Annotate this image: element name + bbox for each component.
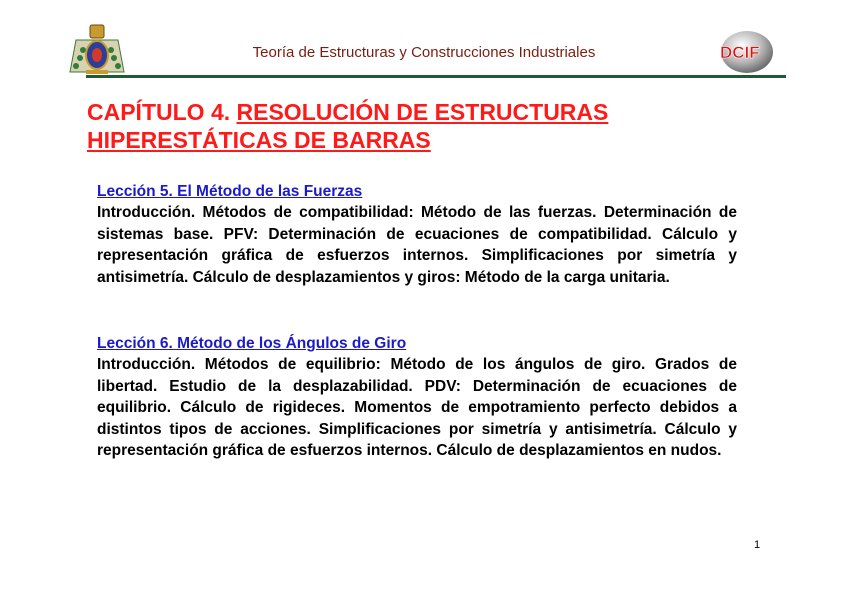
lesson-6	[97, 333, 737, 462]
chapter-title-line1: RESOLUCIÓN DE ESTRUCTURAS	[236, 99, 609, 125]
lesson-body: Introducción. Métodos de compatibilidad: Método de las fuerzas. Determinación de sistemas base. PFV: Determinación de ecuaciones de compatibilidad. Cálculo y representación gráfica de esfuerzos internos. Simplificaciones por simetría y antisimetría. Cálculo de desplazamientos y giros: Método de la carga unitaria.	[97, 204, 737, 286]
lesson-title: Lección 6. Método de los Ángulos de Giro	[97, 335, 407, 352]
header-title: Teoría de Estructuras y Construcciones Industriales	[252, 44, 596, 61]
lesson-title: Lección 5. El Método de las Fuerzas	[97, 183, 363, 200]
svg-text:DCIF: DCIF	[720, 43, 760, 62]
chapter-prefix: CAPÍTULO 4.	[87, 99, 237, 125]
dcif-logo	[714, 30, 776, 74]
lesson-body: Introducción. Métodos de equilibrio: Método de los ángulos de giro. Grados de libertad. Estudio de la desplazabilidad. PDV: Determinación de ecuaciones de equilibrio. Cálculo de rigideces. Momentos de empotramiento perfecto debidos a distintos tipos de acciones. Simplificaciones por simetría y antisimetría. Cálculo y representación gráfica de esfuerzos internos. Cálculo de desplazamientos en nudos.	[97, 356, 737, 459]
header-divider	[86, 75, 786, 78]
chapter-title-line2: HIPERESTÁTICAS DE BARRAS	[87, 127, 431, 153]
page-number: 1	[754, 539, 761, 551]
lesson-5	[97, 181, 737, 288]
chapter-heading	[87, 98, 767, 154]
